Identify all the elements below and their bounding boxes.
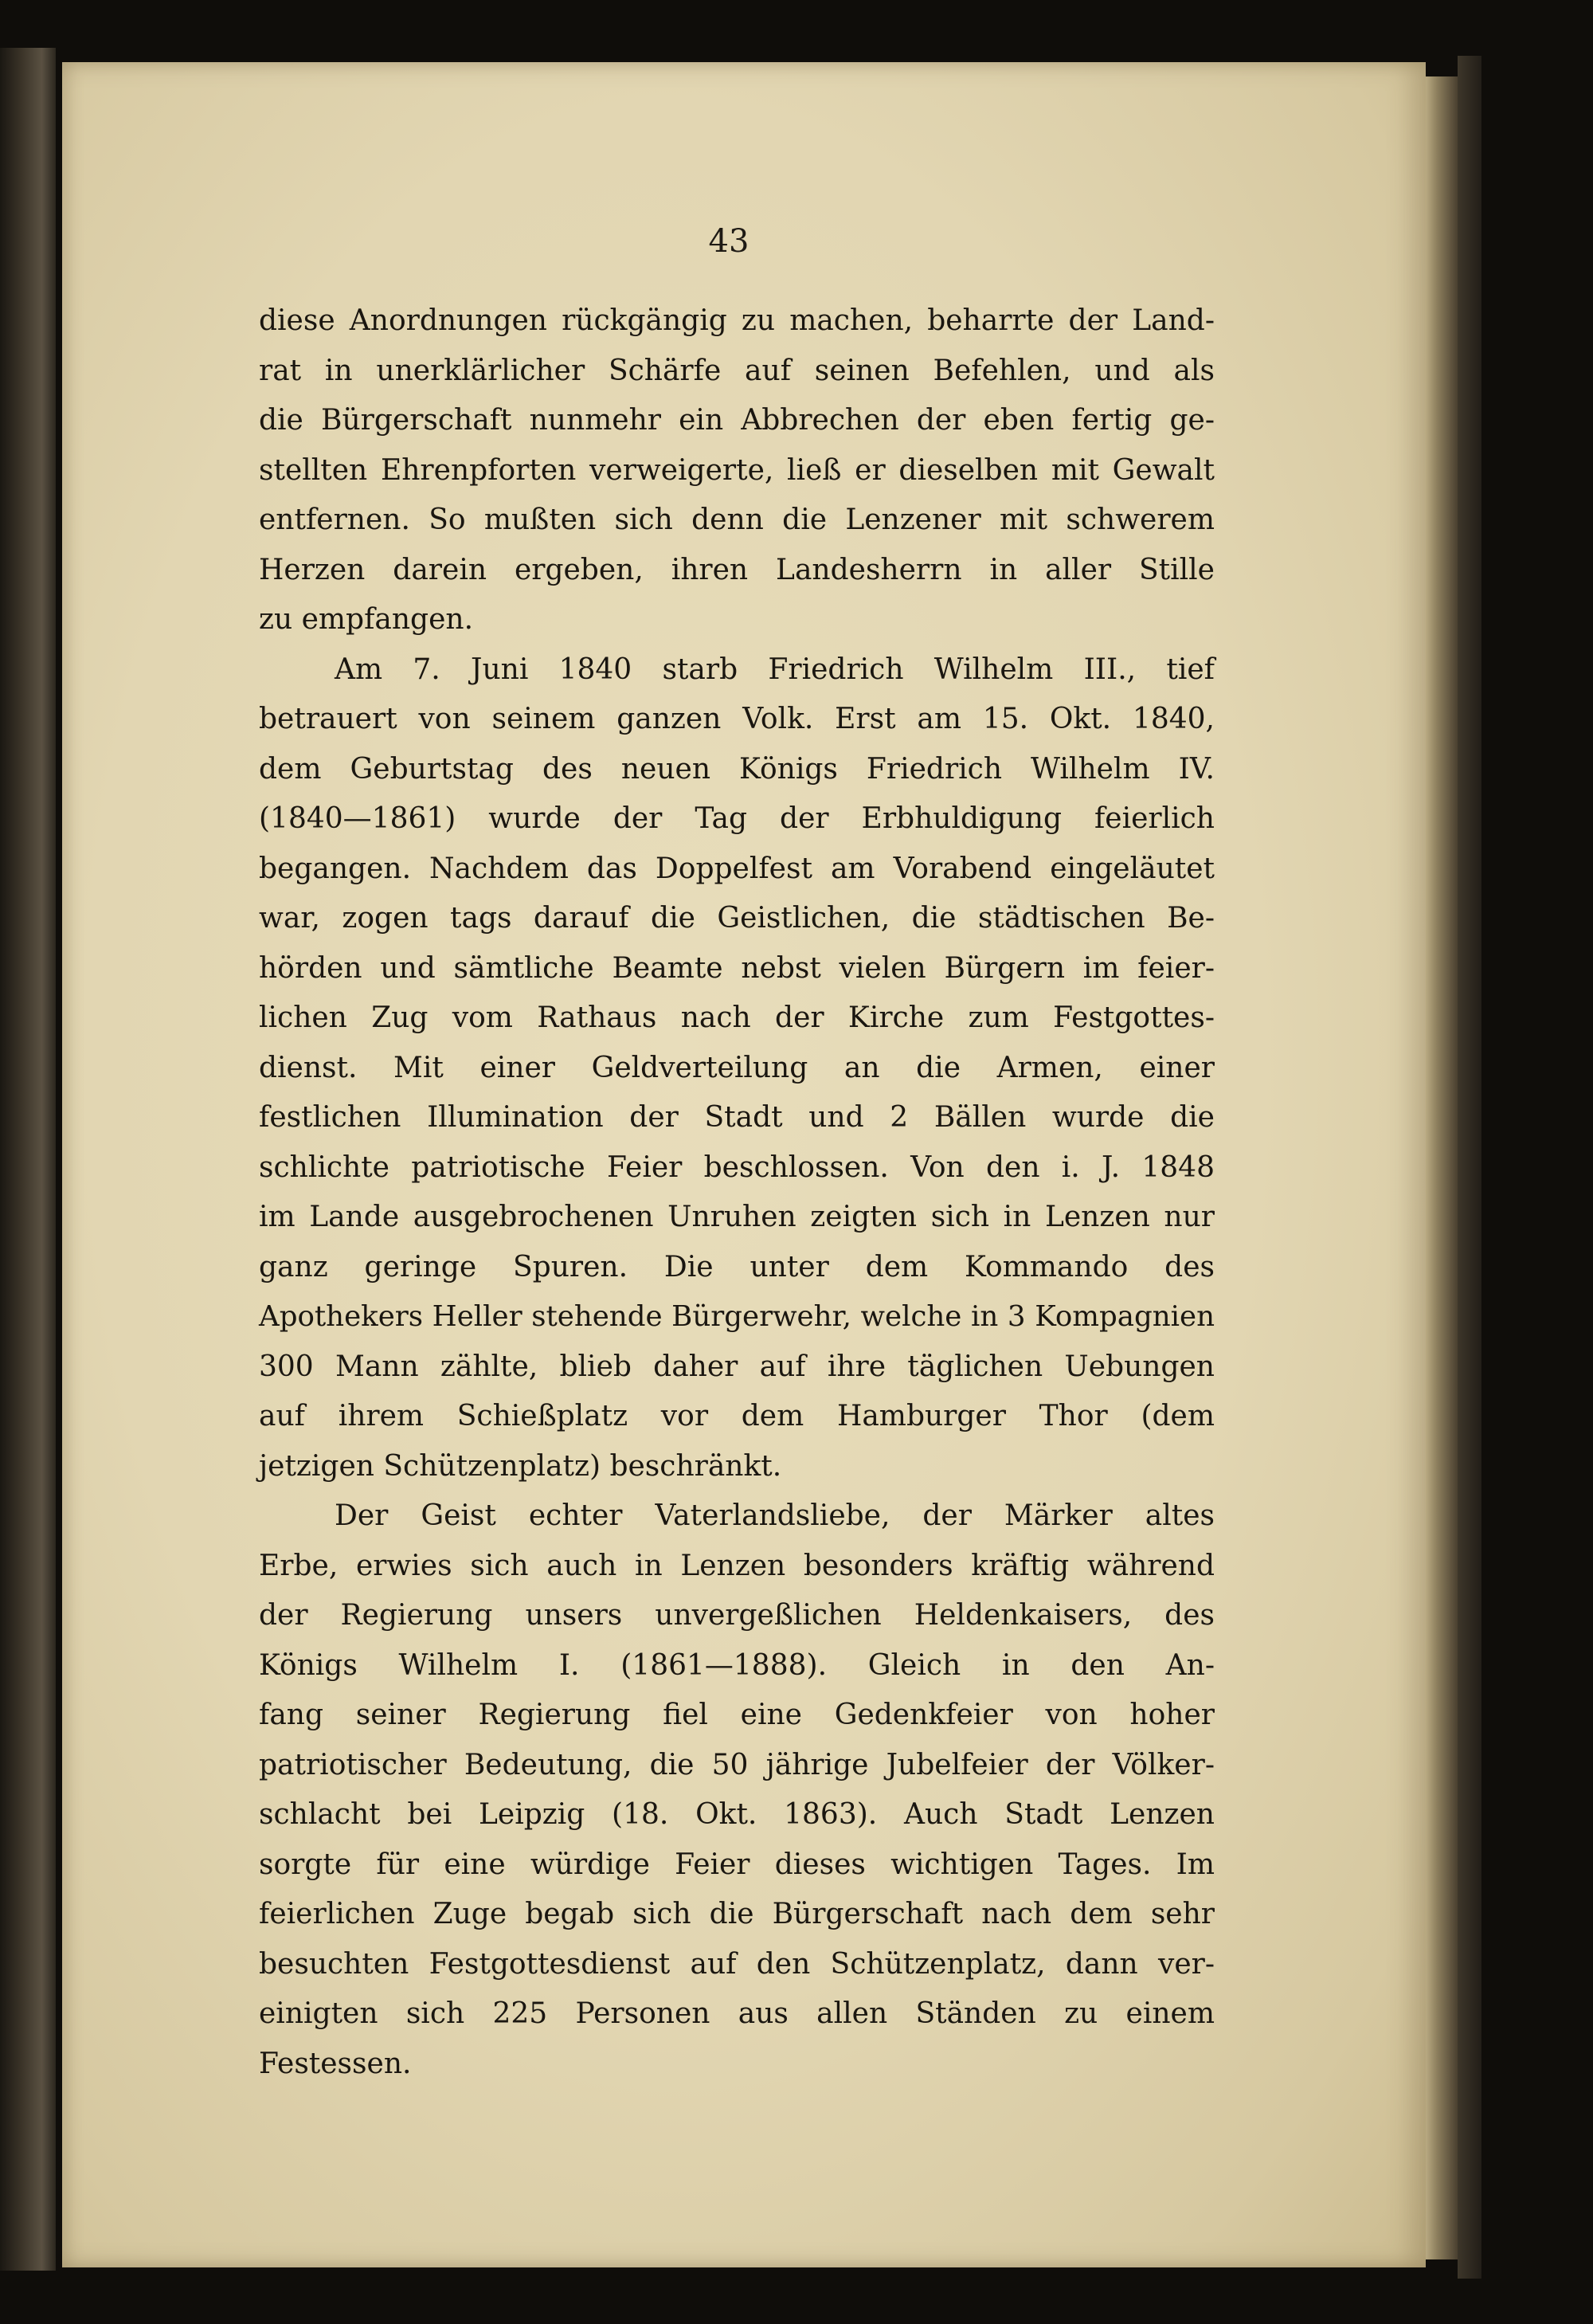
- text-line: 300 Mann zählte, blieb daher auf ihre täglichen Uebungen: [259, 1350, 1215, 1383]
- text-line: Apothekers Heller stehende Bürgerwehr, welche in 3 Kompagnien: [259, 1300, 1215, 1333]
- text-line: hörden und sämtliche Beamte nebst vielen Bürgern im feier-: [259, 951, 1215, 985]
- text-line: Herzen darein ergeben, ihren Landesherrn in aller Stille: [259, 553, 1215, 586]
- text-line: (1840—1861) wurde der Tag der Erbhuldigung feierlich: [259, 802, 1215, 835]
- text-line: feierlichen Zuge begab sich die Bürgerschaft nach dem sehr: [259, 1898, 1215, 1930]
- text-line: patriotischer Bedeutung, die 50 jährige Jubelfeier der Völker-: [259, 1748, 1215, 1781]
- text-line: lichen Zug vom Rathaus nach der Kirche zum Festgottes-: [259, 1001, 1215, 1034]
- text-line: entfernen. So mußten sich denn die Lenzener mit schwerem: [259, 504, 1215, 536]
- body-text: [259, 296, 1215, 2089]
- text-line: stellten Ehrenpforten verweigerte, ließ er dieselben mit Gewalt: [259, 453, 1215, 487]
- text-line: begangen. Nachdem das Doppelfest am Vorabend eingeläutet: [259, 852, 1215, 885]
- page-number: 43: [708, 223, 750, 260]
- text-line: einigten sich 225 Personen aus allen Ständen zu einem: [259, 1997, 1215, 2030]
- previous-page-edge: [0, 48, 56, 2271]
- text-line: sorgte für eine würdige Feier dieses wichtigen Tages. Im: [259, 1848, 1215, 1881]
- text-line: rat in unerklärlicher Schärfe auf seinen Befehlen, und als: [259, 354, 1215, 387]
- text-line: festlichen Illumination der Stadt und 2 Bällen wurde die: [259, 1101, 1215, 1134]
- text-line: zu empfangen.: [259, 603, 474, 636]
- text-line: auf ihrem Schießplatz vor dem Hamburger Thor (dem: [259, 1400, 1215, 1432]
- text-line: Erbe, erwies sich auch in Lenzen besonders kräftig während: [259, 1549, 1215, 1582]
- text-line: betrauert von seinem ganzen Volk. Erst am 15. Okt. 1840,: [259, 703, 1215, 735]
- text-line: schlacht bei Leipzig (18. Okt. 1863). Auch Stadt Lenzen: [259, 1798, 1215, 1831]
- text-line: dienst. Mit einer Geldverteilung an die Armen, einer: [259, 1051, 1215, 1084]
- text-line: diese Anordnungen rückgängig zu machen, beharrte der Land-: [259, 304, 1215, 337]
- text-line: die Bürgerschaft nunmehr ein Abbrechen der eben fertig ge-: [259, 404, 1215, 437]
- text-line: Der Geist echter Vaterlandsliebe, der Märker altes: [335, 1499, 1215, 1532]
- text-line: ganz geringe Spuren. Die unter dem Kommando des: [259, 1250, 1215, 1283]
- text-line: dem Geburtstag des neuen Königs Friedrich Wilhelm IV.: [259, 752, 1215, 786]
- text-line: im Lande ausgebrochenen Unruhen zeigten sich in Lenzen nur: [259, 1201, 1215, 1233]
- text-line: Am 7. Juni 1840 starb Friedrich Wilhelm III., tief: [335, 653, 1215, 686]
- text-line: fang seiner Regierung fiel eine Gedenkfeier von hoher: [259, 1699, 1215, 1731]
- text-line: jetzigen Schützenplatz) beschränkt.: [259, 1449, 782, 1483]
- text-line: Königs Wilhelm I. (1861—1888). Gleich in den An-: [259, 1648, 1215, 1682]
- text-line: schlichte patriotische Feier beschlossen. Von den i. J. 1848: [259, 1150, 1215, 1184]
- text-line: war, zogen tags darauf die Geistlichen, die städtischen Be-: [259, 902, 1215, 935]
- page-fore-edge: [1426, 76, 1458, 2259]
- text-line: Festessen.: [259, 2047, 412, 2080]
- text-line: der Regierung unsers unvergeßlichen Heldenkaisers, des: [259, 1599, 1215, 1632]
- book-cover-edge: [1458, 56, 1481, 2279]
- text-line: besuchten Festgottesdienst auf den Schützenplatz, dann ver-: [259, 1947, 1215, 1981]
